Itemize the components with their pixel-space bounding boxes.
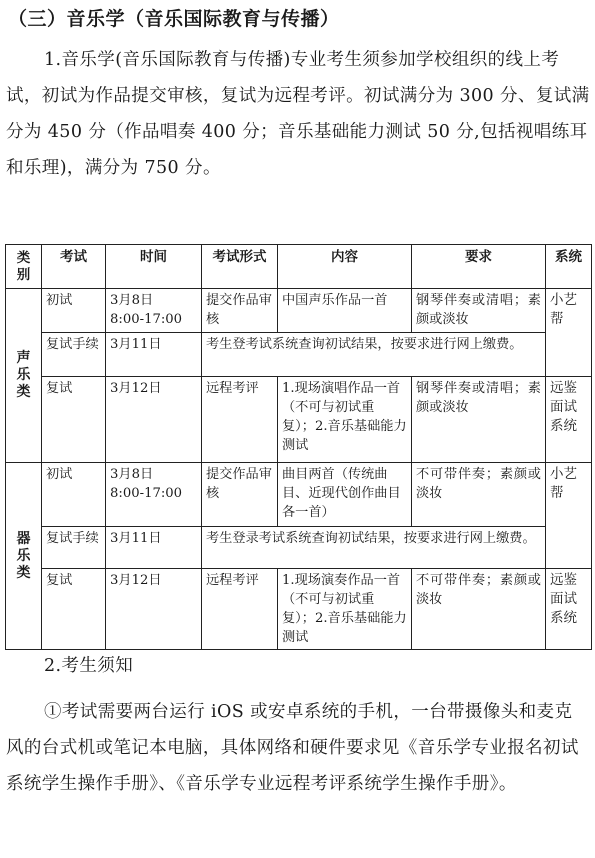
content-cell: 1.现场演奏作品一首（不可与初试重复）；2.音乐基础能力测试 [278, 569, 412, 650]
requirement-cell: 钢琴伴奏或清唱；素颜或淡妆 [412, 289, 546, 333]
exam-cell: 复试手续 [42, 527, 106, 569]
exam-schedule-table [5, 244, 592, 650]
form-cell: 提交作品审核 [202, 463, 278, 527]
requirement-cell: 不可带伴奏；素颜或淡妆 [412, 569, 546, 650]
table-row [6, 377, 592, 463]
form-cell: 提交作品审核 [202, 289, 278, 333]
header-category: 类别 [6, 245, 42, 289]
content-cell: 曲目两首（传统曲目、近现代创作曲目各一首） [278, 463, 412, 527]
note-cell: 考生登录考试系统查询初试结果，按要求进行网上缴费。 [202, 527, 546, 569]
exam-cell: 复试手续 [42, 333, 106, 377]
table-row [6, 569, 592, 650]
header-exam: 考试 [42, 245, 106, 289]
table-header-row [6, 245, 592, 289]
notice-heading: 2.考生须知 [44, 656, 134, 676]
category-vocal: 声乐类 [6, 289, 42, 463]
table-row [6, 463, 592, 527]
header-content: 内容 [278, 245, 412, 289]
table-row [6, 289, 592, 333]
time-cell: 3月8日 8:00-17:00 [106, 289, 202, 333]
category-instrumental: 器乐类 [6, 463, 42, 650]
header-form: 考试形式 [202, 245, 278, 289]
system-cell: 小艺帮 [546, 463, 592, 569]
requirement-cell: 不可带伴奏；素颜或淡妆 [412, 463, 546, 527]
exam-cell: 初试 [42, 289, 106, 333]
system-cell: 远鉴面试系统 [546, 569, 592, 650]
section-heading: （三）音乐学（音乐国际教育与传播） [8, 8, 340, 30]
header-requirement: 要求 [412, 245, 546, 289]
intro-paragraph: 1.音乐学(音乐国际教育与传播)专业考生须参加学校组织的线上考试，初试为作品提交审核，复试为远程考评。初试满分为 300 分、复试满分为 450 分（作品唱奏 400 分；音乐基础能力测试 50 分,包括视唱练耳和乐理)，满分为 750 分。 [6, 50, 590, 178]
exam-cell: 初试 [42, 463, 106, 527]
header-time: 时间 [106, 245, 202, 289]
requirement-cell: 钢琴伴奏或清唱；素颜或淡妆 [412, 377, 546, 463]
system-cell: 远鉴面试系统 [546, 377, 592, 463]
time-cell: 3月11日 [106, 527, 202, 569]
time-cell: 3月11日 [106, 333, 202, 377]
form-cell: 远程考评 [202, 377, 278, 463]
form-cell: 远程考评 [202, 569, 278, 650]
exam-cell: 复试 [42, 569, 106, 650]
header-system: 系统 [546, 245, 592, 289]
notice-paragraph: ①考试需要两台运行 iOS 或安卓系统的手机，一台带摄像头和麦克风的台式机或笔记本电脑，具体网络和硬件要求见《音乐学专业报名初试系统学生操作手册》、《音乐学专业远程考评系统学生操作手册》。 [6, 702, 579, 794]
exam-cell: 复试 [42, 377, 106, 463]
content-cell: 1.现场演唱作品一首（不可与初试重复）；2.音乐基础能力测试 [278, 377, 412, 463]
note-cell: 考生登考试系统查询初试结果，按要求进行网上缴费。 [202, 333, 546, 377]
content-cell: 中国声乐作品一首 [278, 289, 412, 333]
time-cell: 3月12日 [106, 569, 202, 650]
time-cell: 3月12日 [106, 377, 202, 463]
system-cell: 小艺帮 [546, 289, 592, 377]
table-row [6, 333, 592, 377]
table-row [6, 527, 592, 569]
time-cell: 3月8日 8:00-17:00 [106, 463, 202, 527]
